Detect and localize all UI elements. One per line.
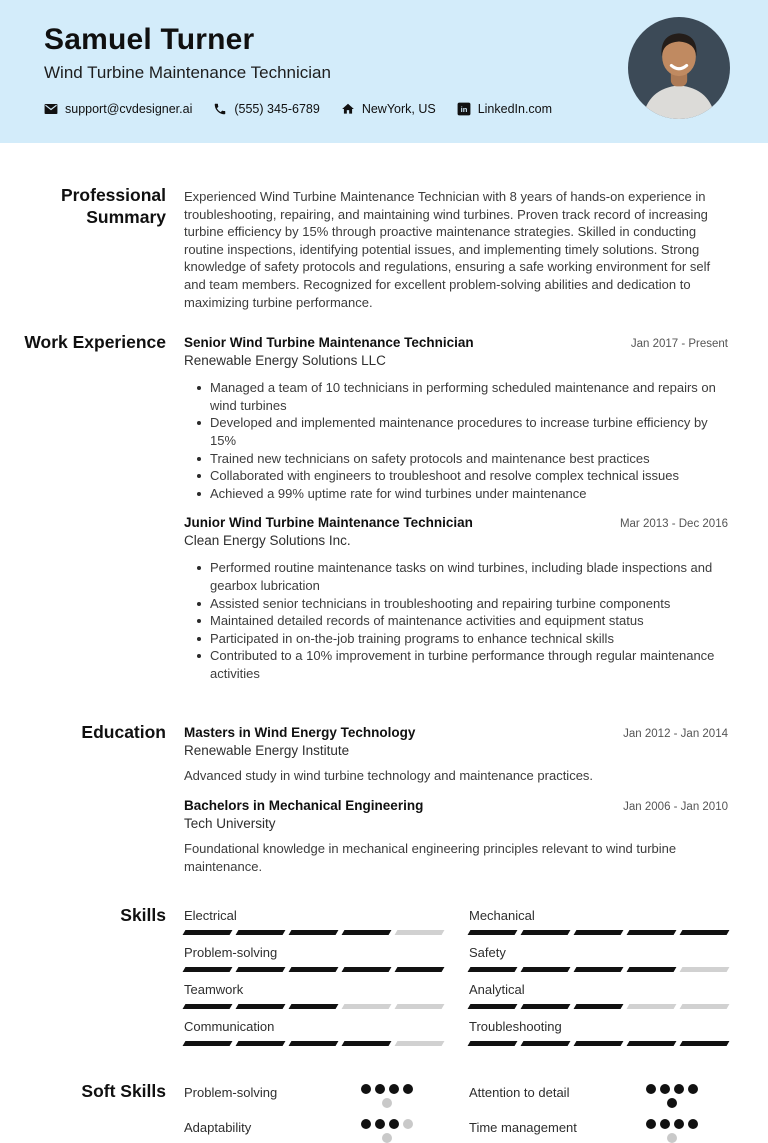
rating-dot <box>674 1084 684 1094</box>
skill-bar <box>184 967 443 972</box>
soft-skill-dots <box>644 1084 700 1108</box>
rating-dot <box>389 1084 399 1094</box>
experience-heading-col <box>0 332 184 695</box>
skill-label: Electrical <box>184 908 237 924</box>
avatar-illustration <box>628 17 730 119</box>
rating-dot <box>382 1098 392 1108</box>
job-bullet: Trained new technicians on safety protocols and maintenance best practices <box>210 450 728 468</box>
degree-description: Foundational knowledge in mechanical engineering principles relevant to wind turbine maintenance. <box>184 841 677 874</box>
skill-item <box>469 945 728 972</box>
rating-dot <box>382 1133 392 1143</box>
skill-bar-segment <box>342 1041 392 1046</box>
contact-label: LinkedIn.com <box>477 102 553 116</box>
rating-dot <box>375 1084 385 1094</box>
skill-bar-segment <box>627 1041 677 1046</box>
job-company: Clean Energy Solutions Inc. <box>184 533 351 549</box>
skill-bar-segment <box>289 967 339 972</box>
skill-bar-segment <box>236 967 286 972</box>
rating-dot <box>375 1119 385 1129</box>
degree-school: Renewable Energy Institute <box>184 743 350 759</box>
skill-bar-segment <box>236 1041 286 1046</box>
contact-label: NewYork, US <box>361 102 436 116</box>
contact-item <box>341 102 436 116</box>
job-bullet: Contributed to a 10% improvement in turbine performance through regular maintenance activities <box>210 647 728 682</box>
section-summary <box>0 185 728 311</box>
section-education <box>0 722 728 888</box>
skills-grid <box>184 908 728 1056</box>
skill-bar-segment <box>627 967 677 972</box>
skills-heading-col <box>0 905 184 1056</box>
rating-dot <box>667 1098 677 1108</box>
skill-bar-segment <box>468 930 518 935</box>
soft-skills-grid <box>184 1084 728 1143</box>
job-title: Senior Wind Turbine Maintenance Technician <box>184 335 474 351</box>
skill-bar-segment <box>236 1004 286 1009</box>
email-icon <box>44 102 58 116</box>
skill-bar-segment <box>289 930 339 935</box>
job-company: Renewable Energy Solutions LLC <box>184 353 386 369</box>
soft-skill-label: Problem-solving <box>184 1085 278 1101</box>
soft-skill-item <box>184 1119 443 1143</box>
home-icon <box>341 102 355 116</box>
education-entry <box>184 798 728 875</box>
resume-body <box>0 143 768 1143</box>
skill-item <box>184 945 443 972</box>
job-bullet: Managed a team of 10 technicians in performing scheduled maintenance and repairs on wind turbines <box>210 379 728 414</box>
section-soft-skills <box>0 1081 728 1143</box>
skill-bar-segment <box>680 967 730 972</box>
contact-item <box>213 102 319 116</box>
skill-bar <box>184 930 443 935</box>
section-heading-education: Education <box>81 722 166 743</box>
rating-dot <box>660 1084 670 1094</box>
rating-dot <box>403 1119 413 1129</box>
soft-skill-label: Attention to detail <box>469 1085 570 1101</box>
job-entry-header <box>184 335 728 350</box>
skill-bar-segment <box>342 930 392 935</box>
skill-bar-segment <box>289 1041 339 1046</box>
skill-bar-segment <box>183 1004 233 1009</box>
job-bullet: Collaborated with engineers to troubleshoot and resolve complex technical issues <box>210 467 728 485</box>
section-heading-summary: Professional Summary <box>60 185 166 227</box>
skill-bar <box>184 1041 443 1046</box>
rating-dot <box>403 1084 413 1094</box>
soft-skill-item <box>469 1084 728 1108</box>
job-title: Junior Wind Turbine Maintenance Technician <box>184 515 473 531</box>
skill-bar-segment <box>680 1004 730 1009</box>
resume-header <box>0 0 768 143</box>
section-heading-experience: Work Experience <box>24 332 166 353</box>
job-dates: Jan 2017 - Present <box>630 338 728 351</box>
rating-dot <box>688 1119 698 1129</box>
soft-skill-label: Time management <box>469 1120 577 1136</box>
summary-text: Experienced Wind Turbine Maintenance Technician with 8 years of hands-on experience in troubleshooting, repairing, and maintaining wind turbines. Proven track record of increasing turbine efficiency by 15% through proactive maintenance strategies. Skilled in conducting routine inspections, identifying potential issues, and implementing timely solutions. Strong knowledge of safety protocols and regulations, ensuring a safe working environment for self and team members. Recognized for excellent problem-solving abilities and dedication to maximizing turbine performance. <box>184 189 711 310</box>
skill-label: Communication <box>184 1019 275 1035</box>
skill-item <box>469 908 728 935</box>
skill-bar-segment <box>574 1041 624 1046</box>
degree-title: Masters in Wind Energy Technology <box>184 725 416 741</box>
skill-bar-segment <box>627 930 677 935</box>
education-entry-header <box>184 798 728 813</box>
section-heading-skills: Skills <box>120 905 166 926</box>
degree-dates: Jan 2012 - Jan 2014 <box>623 728 728 741</box>
skill-bar-segment <box>521 1004 571 1009</box>
skill-bar-segment <box>521 967 571 972</box>
skill-item <box>184 908 443 935</box>
rating-dot <box>674 1119 684 1129</box>
soft-skills-heading-col <box>0 1081 184 1143</box>
rating-dot <box>688 1084 698 1094</box>
skill-bar <box>469 930 728 935</box>
contact-label: (555) 345-6789 <box>234 102 320 116</box>
skill-label: Analytical <box>469 982 525 998</box>
skill-bar-segment <box>183 930 233 935</box>
skill-item <box>469 1019 728 1046</box>
skill-bar <box>184 1004 443 1009</box>
job-bullet: Participated in on-the-job training programs to enhance technical skills <box>210 630 728 648</box>
skill-bar-segment <box>342 1004 392 1009</box>
skill-bar-segment <box>395 930 445 935</box>
soft-skill-dots <box>359 1084 415 1108</box>
soft-skill-label: Adaptability <box>184 1120 252 1136</box>
section-skills <box>0 905 728 1056</box>
skill-label: Mechanical <box>469 908 535 924</box>
skill-item <box>184 1019 443 1046</box>
soft-skill-dots <box>644 1119 700 1143</box>
skill-bar-segment <box>236 930 286 935</box>
degree-school: Tech University <box>184 816 276 832</box>
job-bullet: Assisted senior technicians in troubleshooting and repairing turbine components <box>210 595 728 613</box>
rating-dot <box>646 1084 656 1094</box>
contact-item <box>44 102 192 116</box>
skill-bar-segment <box>395 1041 445 1046</box>
job-bullet: Developed and implemented maintenance procedures to increase turbine efficiency by 15% <box>210 414 728 449</box>
rating-dot <box>667 1133 677 1143</box>
skill-bar-segment <box>680 1041 730 1046</box>
svg-text:in: in <box>460 105 468 115</box>
section-experience <box>0 332 728 695</box>
skill-label: Safety <box>469 945 506 961</box>
person-title: Wind Turbine Maintenance Technician <box>44 63 331 82</box>
skill-bar <box>469 1041 728 1046</box>
skill-bar-segment <box>521 1041 571 1046</box>
skill-bar-segment <box>574 1004 624 1009</box>
soft-skill-item <box>184 1084 443 1108</box>
skill-bar-segment <box>680 930 730 935</box>
skill-bar-segment <box>627 1004 677 1009</box>
rating-dot <box>646 1119 656 1129</box>
rating-dot <box>361 1119 371 1129</box>
job-dates: Mar 2013 - Dec 2016 <box>619 518 728 531</box>
job-bullet: Maintained detailed records of maintenance activities and equipment status <box>210 612 728 630</box>
jobs-list <box>184 335 728 695</box>
degree-title: Bachelors in Mechanical Engineering <box>184 798 424 814</box>
summary-content <box>184 188 728 311</box>
skill-bar-segment <box>183 1041 233 1046</box>
education-list <box>184 725 728 888</box>
rating-dot <box>361 1084 371 1094</box>
skill-item <box>184 982 443 1009</box>
contact-label: support@cvdesigner.ai <box>65 102 193 116</box>
job-bullet: Achieved a 99% uptime rate for wind turbines under maintenance <box>210 485 728 503</box>
education-heading-col <box>0 722 184 888</box>
job-entry <box>184 515 728 682</box>
contact-item <box>457 102 552 116</box>
soft-skill-item <box>469 1119 728 1143</box>
skill-bar-segment <box>574 930 624 935</box>
skill-bar-segment <box>468 967 518 972</box>
skill-label: Teamwork <box>184 982 244 998</box>
education-entry-header <box>184 725 728 740</box>
skill-bar-segment <box>574 967 624 972</box>
job-bullets <box>184 379 728 502</box>
skill-bar <box>469 1004 728 1009</box>
profile-photo <box>628 17 730 119</box>
skill-item <box>469 982 728 1009</box>
skill-bar-segment <box>468 1041 518 1046</box>
summary-heading-col <box>0 185 184 311</box>
skill-label: Problem-solving <box>184 945 278 961</box>
job-bullet: Performed routine maintenance tasks on wind turbines, including blade inspections and gearbox lubrication <box>210 559 728 594</box>
education-entry <box>184 725 728 785</box>
job-entry-header <box>184 515 728 530</box>
skill-bar-segment <box>342 967 392 972</box>
skill-label: Troubleshooting <box>469 1019 562 1035</box>
skill-bar-segment <box>395 967 445 972</box>
rating-dot <box>389 1119 399 1129</box>
soft-skill-dots <box>359 1119 415 1143</box>
phone-icon <box>213 102 227 116</box>
job-entry <box>184 335 728 502</box>
section-heading-soft-skills: Soft Skills <box>81 1081 166 1102</box>
rating-dot <box>660 1119 670 1129</box>
skill-bar-segment <box>521 930 571 935</box>
degree-dates: Jan 2006 - Jan 2010 <box>623 801 728 814</box>
linkedin-icon <box>457 102 471 116</box>
skill-bar-segment <box>395 1004 445 1009</box>
person-name: Samuel Turner <box>44 23 255 56</box>
skill-bar-segment <box>468 1004 518 1009</box>
skill-bar-segment <box>289 1004 339 1009</box>
job-bullets <box>184 559 728 682</box>
skill-bar <box>469 967 728 972</box>
degree-description: Advanced study in wind turbine technology and maintenance practices. <box>184 768 594 784</box>
skill-bar-segment <box>183 967 233 972</box>
